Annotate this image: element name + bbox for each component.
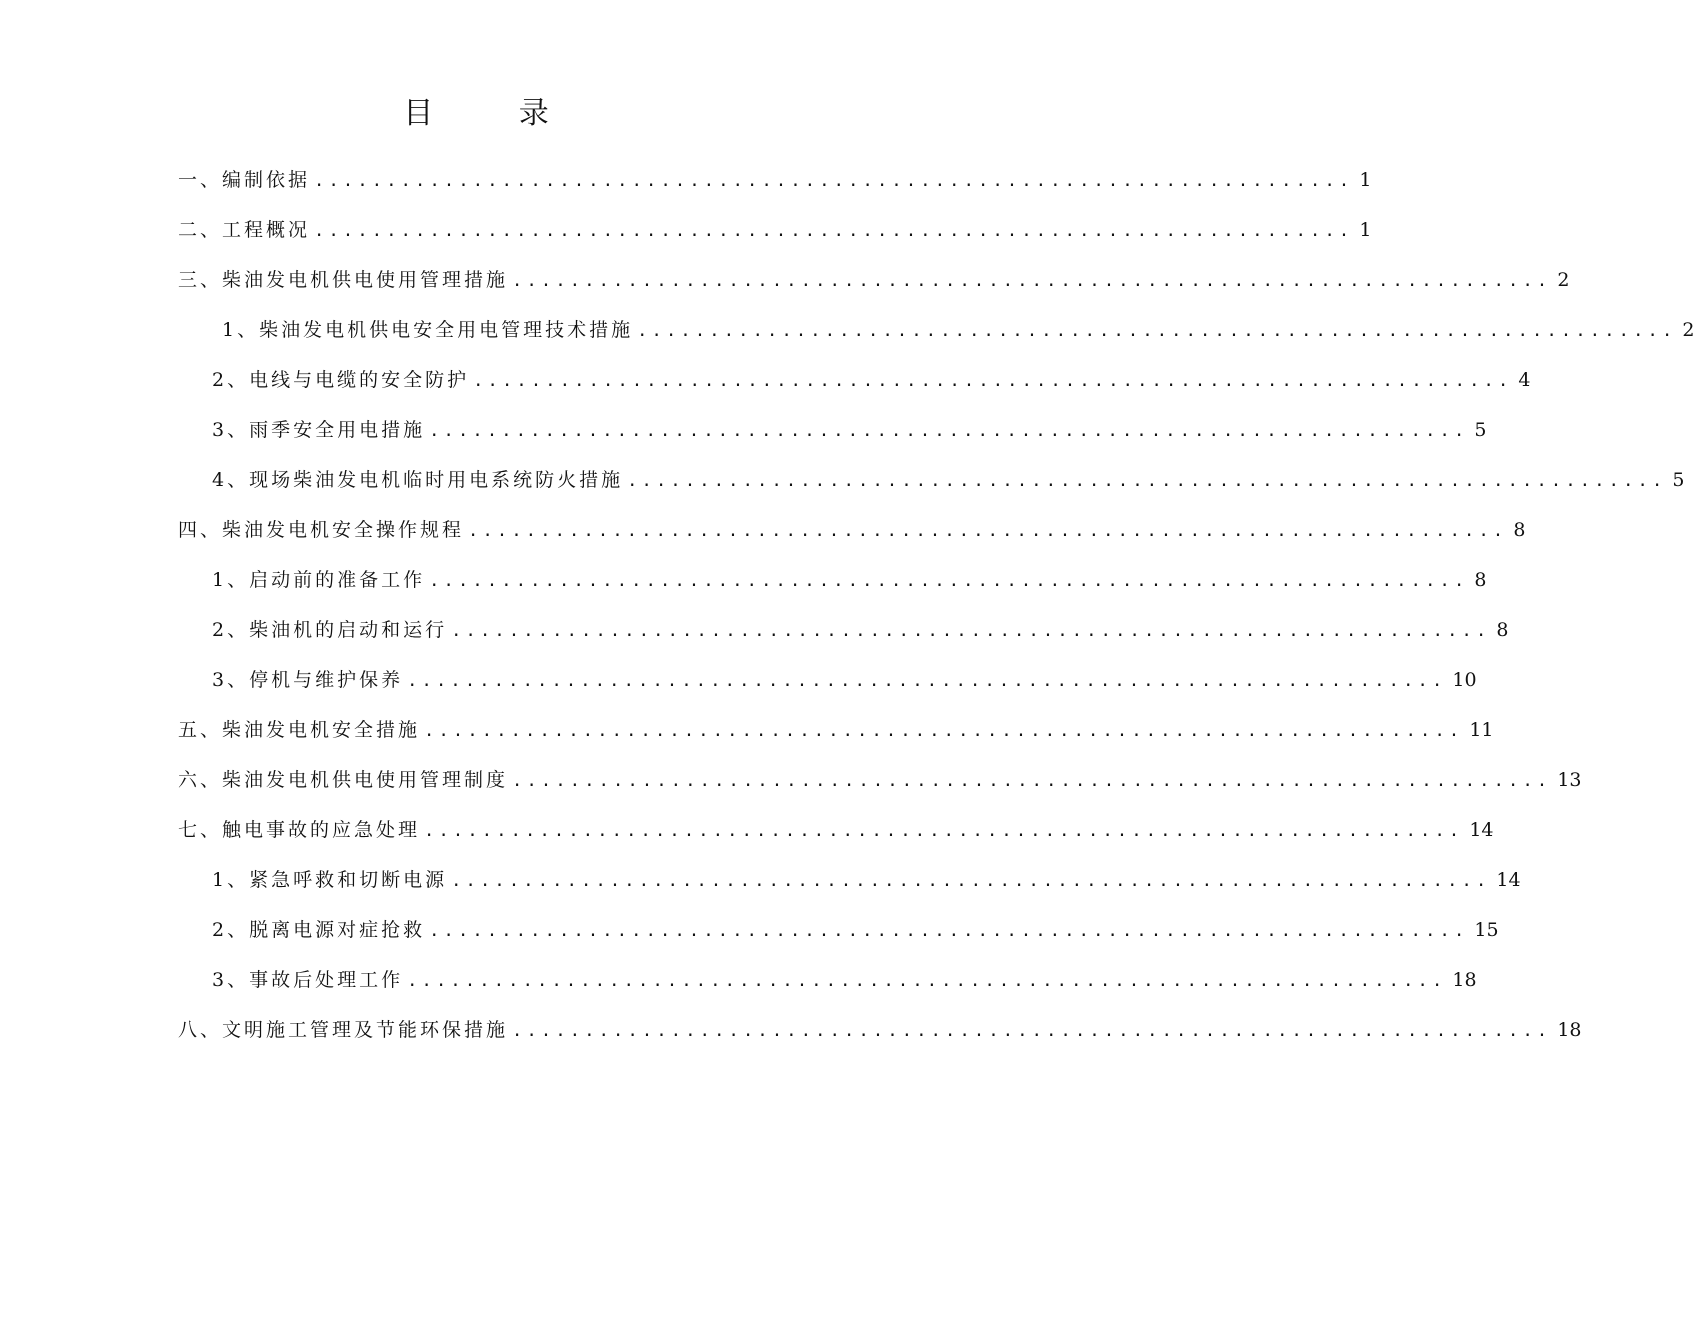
toc-entry[interactable] xyxy=(178,210,1372,250)
leader-dots: ........................................................................ xyxy=(407,671,1447,691)
leader-dots: ........................................................................ xyxy=(512,771,1552,791)
toc-entry-title: 3、雨季安全用电措施 xyxy=(212,419,426,441)
leader-dots: ........................................................................ xyxy=(627,471,1667,491)
toc-entry[interactable] xyxy=(222,310,1695,350)
toc-entry-title: 3、停机与维护保养 xyxy=(212,669,404,691)
leader-dots: ........................................................................ xyxy=(314,171,1354,191)
toc-entry-title: 一、编制依据 xyxy=(178,169,311,191)
toc-entry-page: 18 xyxy=(1557,1019,1582,1041)
leader-dots: ........................................................................ xyxy=(407,971,1447,991)
toc-entry-page: 11 xyxy=(1469,719,1494,741)
toc-entry[interactable] xyxy=(212,410,1487,450)
toc-entry-page: 1 xyxy=(1359,219,1372,241)
toc-entry-page: 8 xyxy=(1513,519,1526,541)
toc-entry-page: 5 xyxy=(1672,469,1685,491)
leader-dots: ........................................................................ xyxy=(424,821,1464,841)
toc-entry-title: 八、文明施工管理及节能环保措施 xyxy=(178,1019,509,1041)
leader-dots: ........................................................................ xyxy=(314,221,1354,241)
toc-entry-page: 15 xyxy=(1474,919,1499,941)
toc-entry-title: 2、柴油机的启动和运行 xyxy=(212,619,448,641)
toc-entry-page: 13 xyxy=(1557,769,1582,791)
toc-entry[interactable] xyxy=(178,710,1494,750)
toc-entry-page: 2 xyxy=(1557,269,1570,291)
leader-dots: ........................................................................ xyxy=(468,521,1508,541)
toc-entry-page: 1 xyxy=(1359,169,1372,191)
toc-entry-page: 5 xyxy=(1474,419,1487,441)
toc-entry-page: 14 xyxy=(1469,819,1494,841)
leader-dots: ........................................................................ xyxy=(473,371,1513,391)
toc-entry-title: 七、触电事故的应急处理 xyxy=(178,819,421,841)
toc-entry-title: 二、工程概况 xyxy=(178,219,311,241)
toc-entry-title: 三、柴油发电机供电使用管理措施 xyxy=(178,269,509,291)
toc-entry-title: 六、柴油发电机供电使用管理制度 xyxy=(178,769,509,791)
toc-entry[interactable] xyxy=(212,910,1499,950)
toc-entry-title: 五、柴油发电机安全措施 xyxy=(178,719,421,741)
toc-entry[interactable] xyxy=(178,510,1526,550)
leader-dots: ........................................................................ xyxy=(512,1021,1552,1041)
toc-entry[interactable] xyxy=(178,760,1582,800)
toc-entry-title: 1、启动前的准备工作 xyxy=(212,569,426,591)
leader-dots: ........................................................................ xyxy=(424,721,1464,741)
toc-entry[interactable] xyxy=(212,660,1477,700)
toc-entry[interactable] xyxy=(212,460,1685,500)
toc-entry-title: 2、脱离电源对症抢救 xyxy=(212,919,426,941)
toc-entry-title: 2、电线与电缆的安全防护 xyxy=(212,369,470,391)
toc-entry-page: 14 xyxy=(1496,869,1521,891)
toc-entry[interactable] xyxy=(212,860,1521,900)
toc-entry[interactable] xyxy=(178,810,1494,850)
leader-dots: ........................................................................ xyxy=(429,421,1469,441)
leader-dots: ........................................................................ xyxy=(637,321,1677,341)
toc-entry-page: 10 xyxy=(1452,669,1477,691)
toc-entry-page: 8 xyxy=(1496,619,1509,641)
toc-entry[interactable] xyxy=(212,360,1531,400)
toc-entry-title: 1、柴油发电机供电安全用电管理技术措施 xyxy=(222,319,634,341)
toc-entry[interactable] xyxy=(178,1010,1582,1050)
leader-dots: ........................................................................ xyxy=(429,571,1469,591)
toc-entry[interactable] xyxy=(178,160,1372,200)
toc-entry-page: 18 xyxy=(1452,969,1477,991)
toc-entry[interactable] xyxy=(178,260,1570,300)
leader-dots: ........................................................................ xyxy=(451,621,1491,641)
page-title: 目 录 xyxy=(403,96,587,131)
toc-entry[interactable] xyxy=(212,960,1477,1000)
toc-entry[interactable] xyxy=(212,610,1509,650)
leader-dots: ........................................................................ xyxy=(429,921,1469,941)
toc-entry-page: 4 xyxy=(1518,369,1531,391)
toc-entry-page: 8 xyxy=(1474,569,1487,591)
leader-dots: ........................................................................ xyxy=(451,871,1491,891)
toc-entry-title: 1、紧急呼救和切断电源 xyxy=(212,869,448,891)
toc-entry-page: 2 xyxy=(1682,319,1695,341)
toc-entry-title: 4、现场柴油发电机临时用电系统防火措施 xyxy=(212,469,624,491)
leader-dots: ........................................................................ xyxy=(512,271,1552,291)
toc-entry[interactable] xyxy=(212,560,1487,600)
toc-entry-title: 四、柴油发电机安全操作规程 xyxy=(178,519,465,541)
toc-entry-title: 3、事故后处理工作 xyxy=(212,969,404,991)
